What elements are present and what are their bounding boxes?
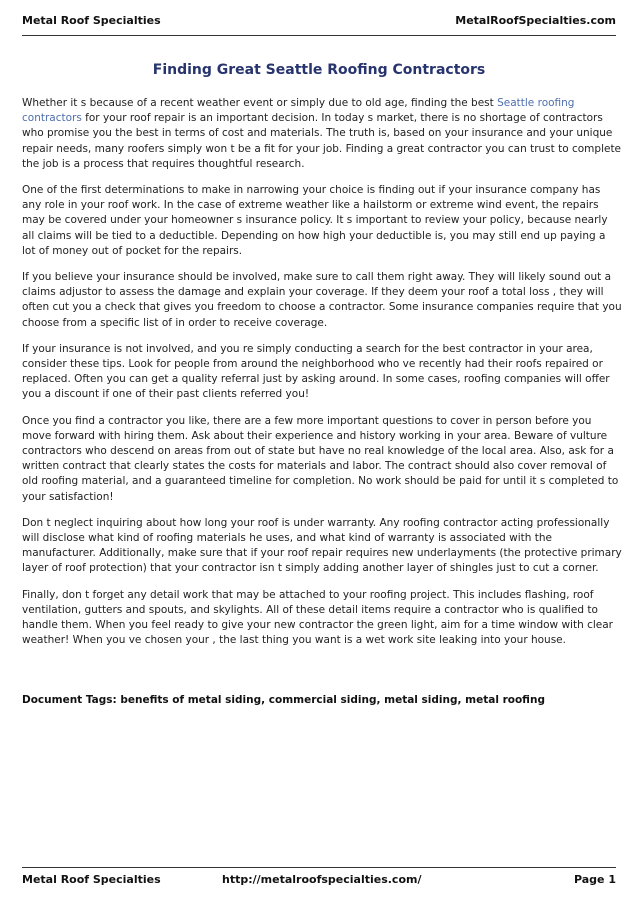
paragraph-2: One of the first determinations to make in narrowing your choice is finding out if your insurance company has any role in your roof work. In the case of extreme weather like a hailstorm or extreme wind event, the repairs may be covered under your homeowner s insurance policy. It s important to review your policy, because nearly all claims will be tied to a deductible. Depending on how high your deductible is, you may still end up paying a lot of money out of pocket for the repairs. xyxy=(22,184,608,257)
footer-site-name: Metal Roof Specialties xyxy=(22,873,161,886)
document-body xyxy=(22,96,622,660)
paragraph-4: If your insurance is not involved, and you re simply conducting a search for the best contractor in your area, consider these tips. Look for people from around the neighborhood who ve recently had their roofs repaired or replaced. Often you can get a quality referral just by asking around. In some cases, roofing companies will offer you a discount if one of their past clients referred you! xyxy=(22,342,610,401)
paragraph-1-text-end: for your roof repair is an important decision. In today s market, there is no shortage of contractors who promise you the best in terms of cost and materials. The truth is, based on your insurance and your unique repair needs, many roofers simply won t be a fit for your job. Finding a great contractor you can trust to complete the job is a process that requires thoughtful research. xyxy=(22,112,622,170)
document-tags: Document Tags: benefits of metal siding, commercial siding, metal siding, metal roofing xyxy=(22,694,545,706)
footer-url-link[interactable]: http://metalroofspecialties.com/ xyxy=(222,873,422,886)
paragraph-1 xyxy=(22,96,622,172)
footer-page-number: Page 1 xyxy=(573,873,616,886)
seattle-roofing-contractors-link[interactable]: Seattle roofing contractors xyxy=(22,97,575,125)
page-header xyxy=(22,14,616,27)
paragraph-7: Finally, don t forget any detail work that may be attached to your roofing project. This includes flashing, roof ventilation, gutters and spouts, and skylights. All of these detail items require a contractor who is qualified to handle them. When you feel ready to give your new contractor the green light, aim for a time window with clear weather! When you ve chosen your , the last thing you want is a wet work site leaking into your house. xyxy=(22,588,613,647)
paragraph-3: If you believe your insurance should be involved, make sure to call them right away. They will likely sound out a claims adjustor to assess the damage and explain your coverage. If they deem your roof a total loss , they will often cut you a check that gives you freedom to choose a contractor. Some insurance companies require that you choose from a specific list of in order to receive coverage. xyxy=(22,271,622,329)
header-site-name: Metal Roof Specialties xyxy=(22,14,161,27)
header-site-domain: MetalRoofSpecialties.com xyxy=(455,14,616,27)
paragraph-5: Once you find a contractor you like, there are a few more important questions to cover in person before you move forward with hiring them. Ask about their experience and history working in your area. Beware of vulture contractors who descend on areas from out of state but have no real knowledge of the local area. Also, ask for a written contract that clearly states the costs for materials and labor. The contract should also cover removal of old roofing material, and a guaranteed timeline for completion. No work should be paid for until it s completed to your satisfaction! xyxy=(22,414,619,503)
header-divider xyxy=(22,35,616,36)
footer-divider xyxy=(22,867,616,868)
page-footer xyxy=(22,873,616,889)
document-title: Finding Great Seattle Roofing Contractors xyxy=(152,62,486,78)
paragraph-6: Don t neglect inquiring about how long your roof is under warranty. Any roofing contractor acting professionally will disclose what kind of roofing materials he uses, and what kind of warranty is associated with the manufacturer. Additionally, make sure that if your roof repair requires new underlayments (the protective primary layer of roof protection) that your contractor isn t simply adding another layer of shingles just to cut a corner. xyxy=(22,516,622,575)
paragraph-1-text-start: Whether it s because of a recent weather event or simply due to old age, finding the best xyxy=(22,97,498,109)
